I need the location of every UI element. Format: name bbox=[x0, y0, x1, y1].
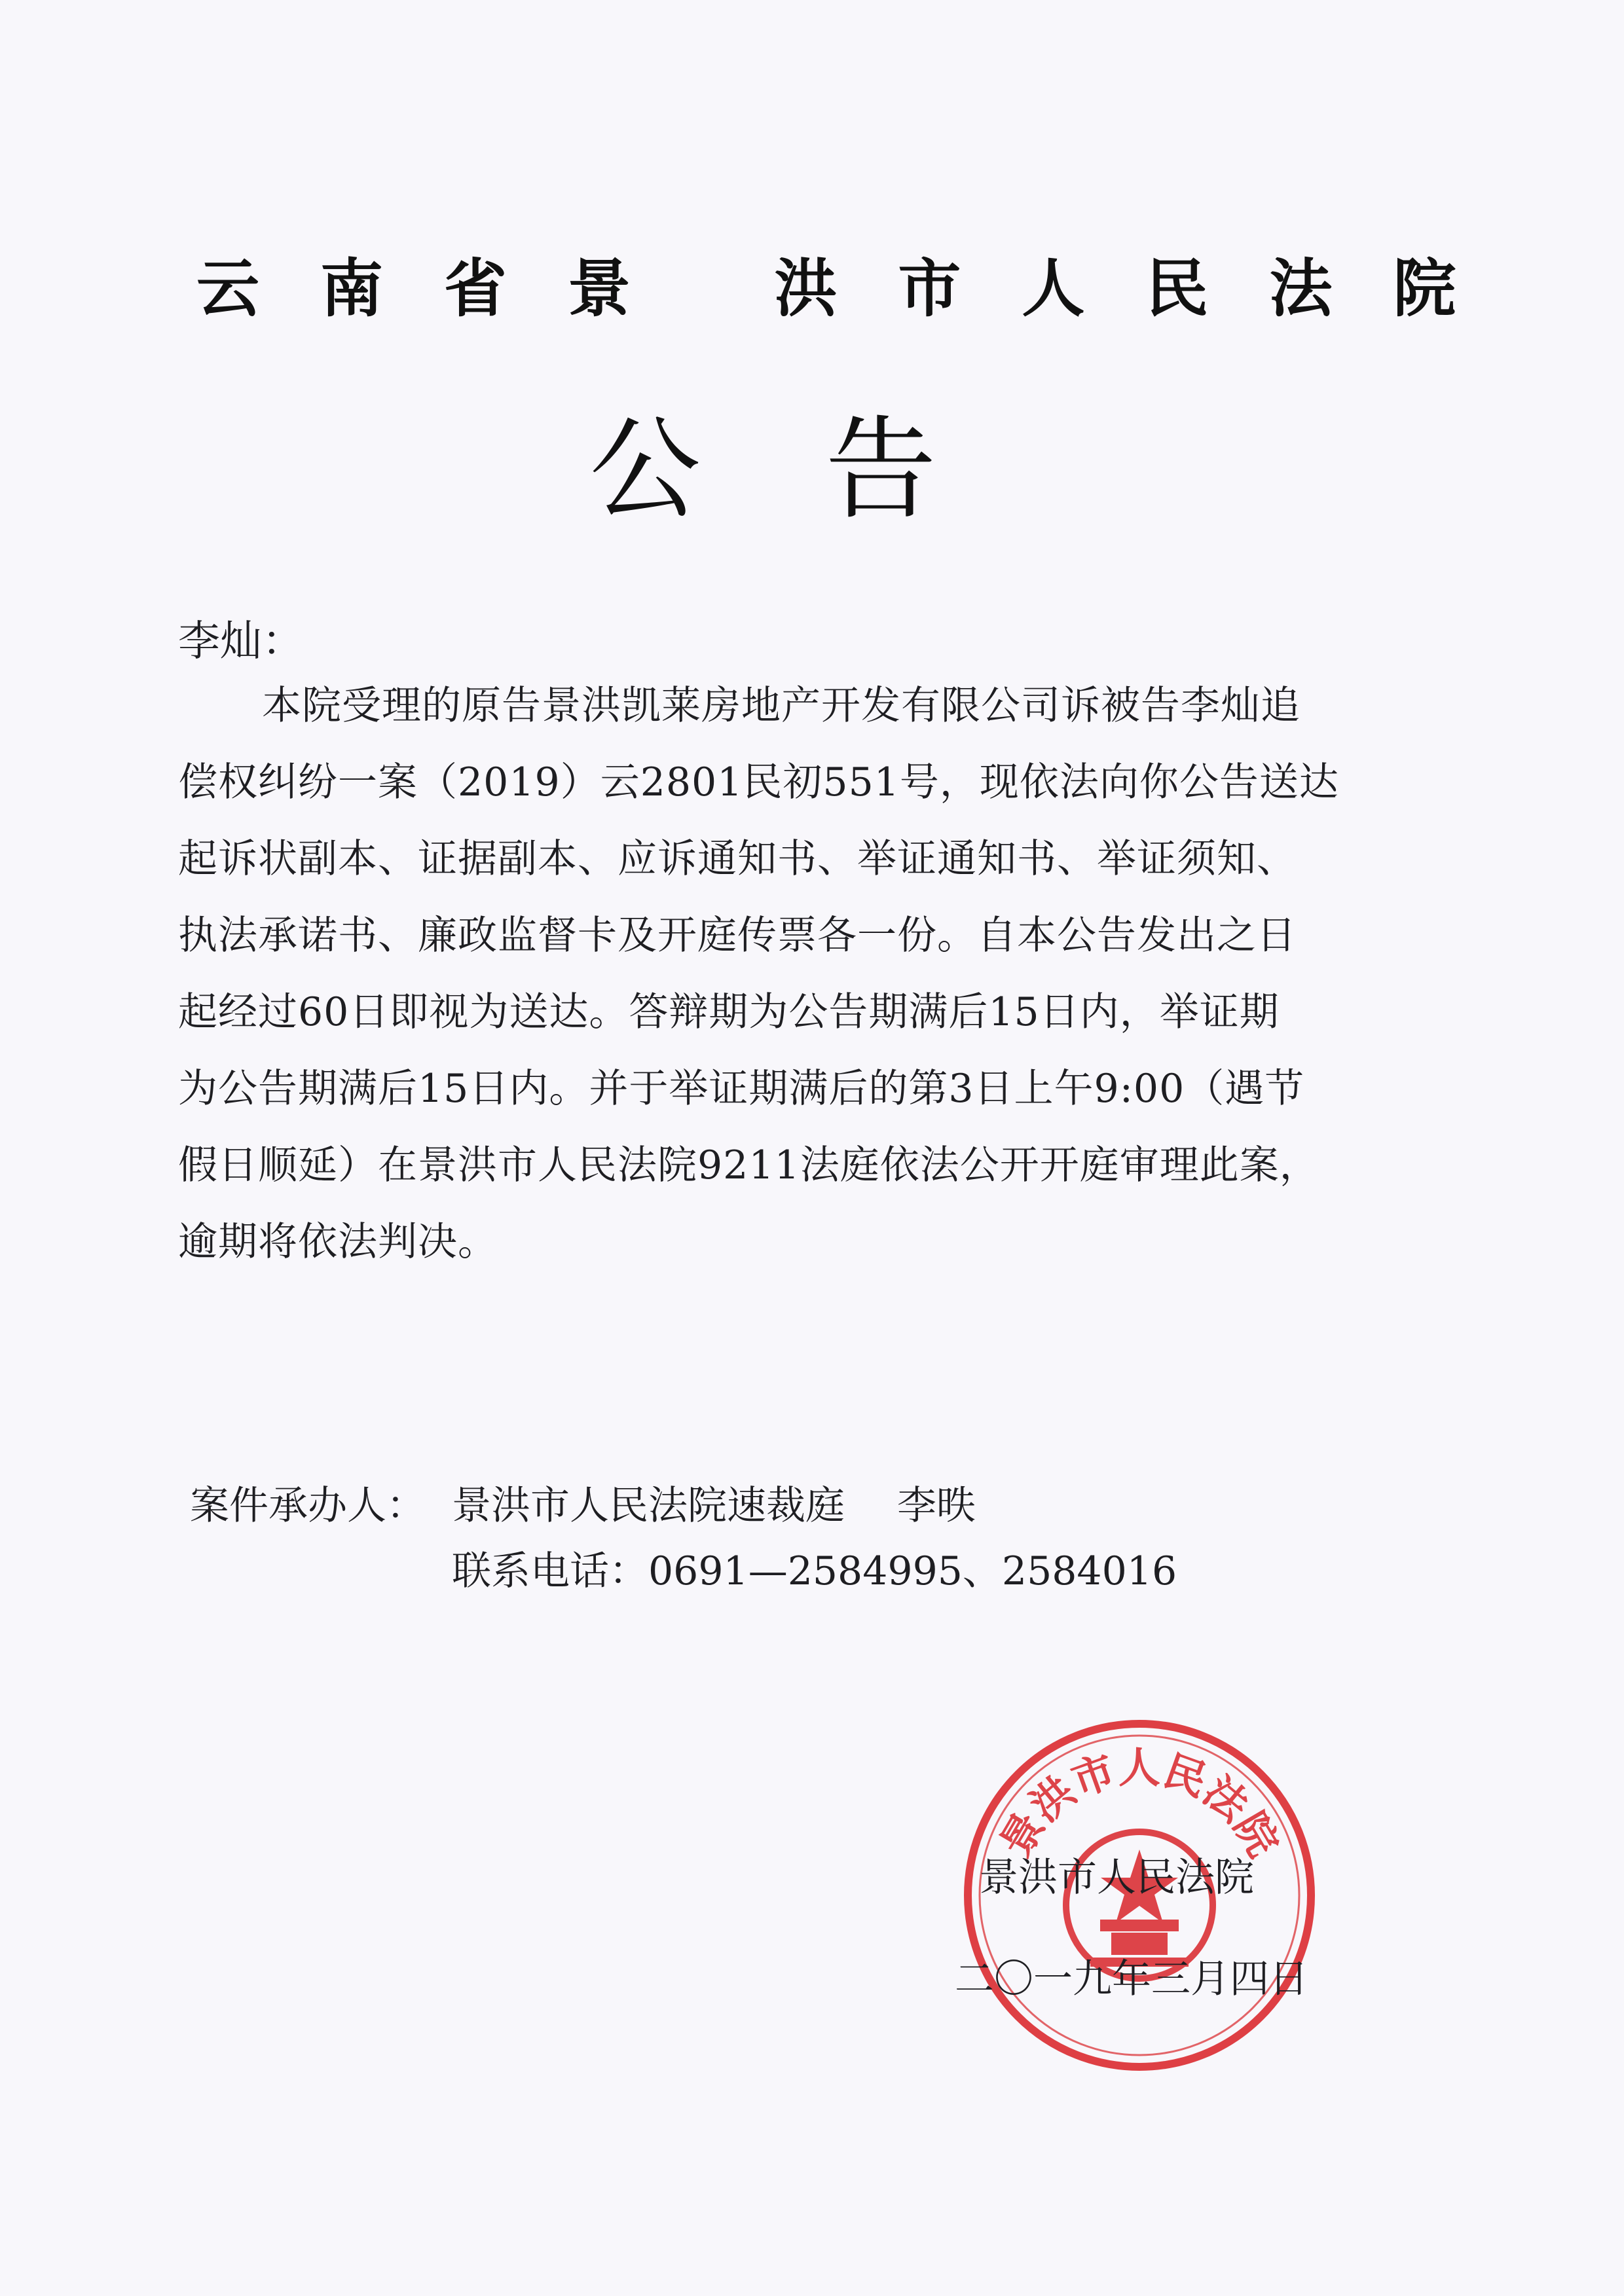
handler-department: 景洪市人民法院速裁庭 bbox=[452, 1483, 845, 1529]
salutation: 李灿： bbox=[178, 617, 304, 666]
body-line: 偿权纠纷一案（2019）云2801民初551号，现依法向你公告送达 bbox=[178, 759, 1339, 805]
phone-value: 0691—2584995、2584016 bbox=[648, 1548, 1177, 1594]
body-line: 假日顺延）在景洪市人民法院9211法庭依法公开开庭审理此案， bbox=[178, 1142, 1320, 1188]
court-name: 云南省景 洪市人民法院 bbox=[196, 251, 1517, 325]
contact-block bbox=[190, 1473, 1177, 1604]
body-line: 起诉状副本、证据副本、应诉通知书、举证通知书、举证须知、 bbox=[178, 836, 1297, 882]
body-line: 为公告期满后15日内。并于举证期满后的第3日上午9:00（遇节 bbox=[178, 1066, 1305, 1112]
body-line: 逾期将依法判决。 bbox=[178, 1219, 498, 1265]
signature-court: 景洪市人民法院 bbox=[979, 1855, 1254, 1901]
body-line: 起经过60日即视为送达。答辩期为公告期满后15日内，举证期 bbox=[178, 989, 1280, 1035]
handler-label: 案件承办人： bbox=[190, 1483, 426, 1529]
handler-name: 李昳 bbox=[897, 1483, 976, 1529]
seal-text: 景洪市人民法院 bbox=[991, 1743, 1288, 1866]
phone-label: 联系电话： bbox=[452, 1548, 648, 1594]
body-line: 本院受理的原告景洪凯莱房地产开发有限公司诉被告李灿追 bbox=[262, 683, 1301, 729]
body-line: 执法承诺书、廉政监督卡及开庭传票各一份。自本公告发出之日 bbox=[178, 913, 1297, 958]
signature-date: 二〇一九年三月四日 bbox=[955, 1956, 1308, 2002]
document-title: 公告 bbox=[589, 405, 1061, 535]
notice-body bbox=[178, 668, 1435, 1281]
